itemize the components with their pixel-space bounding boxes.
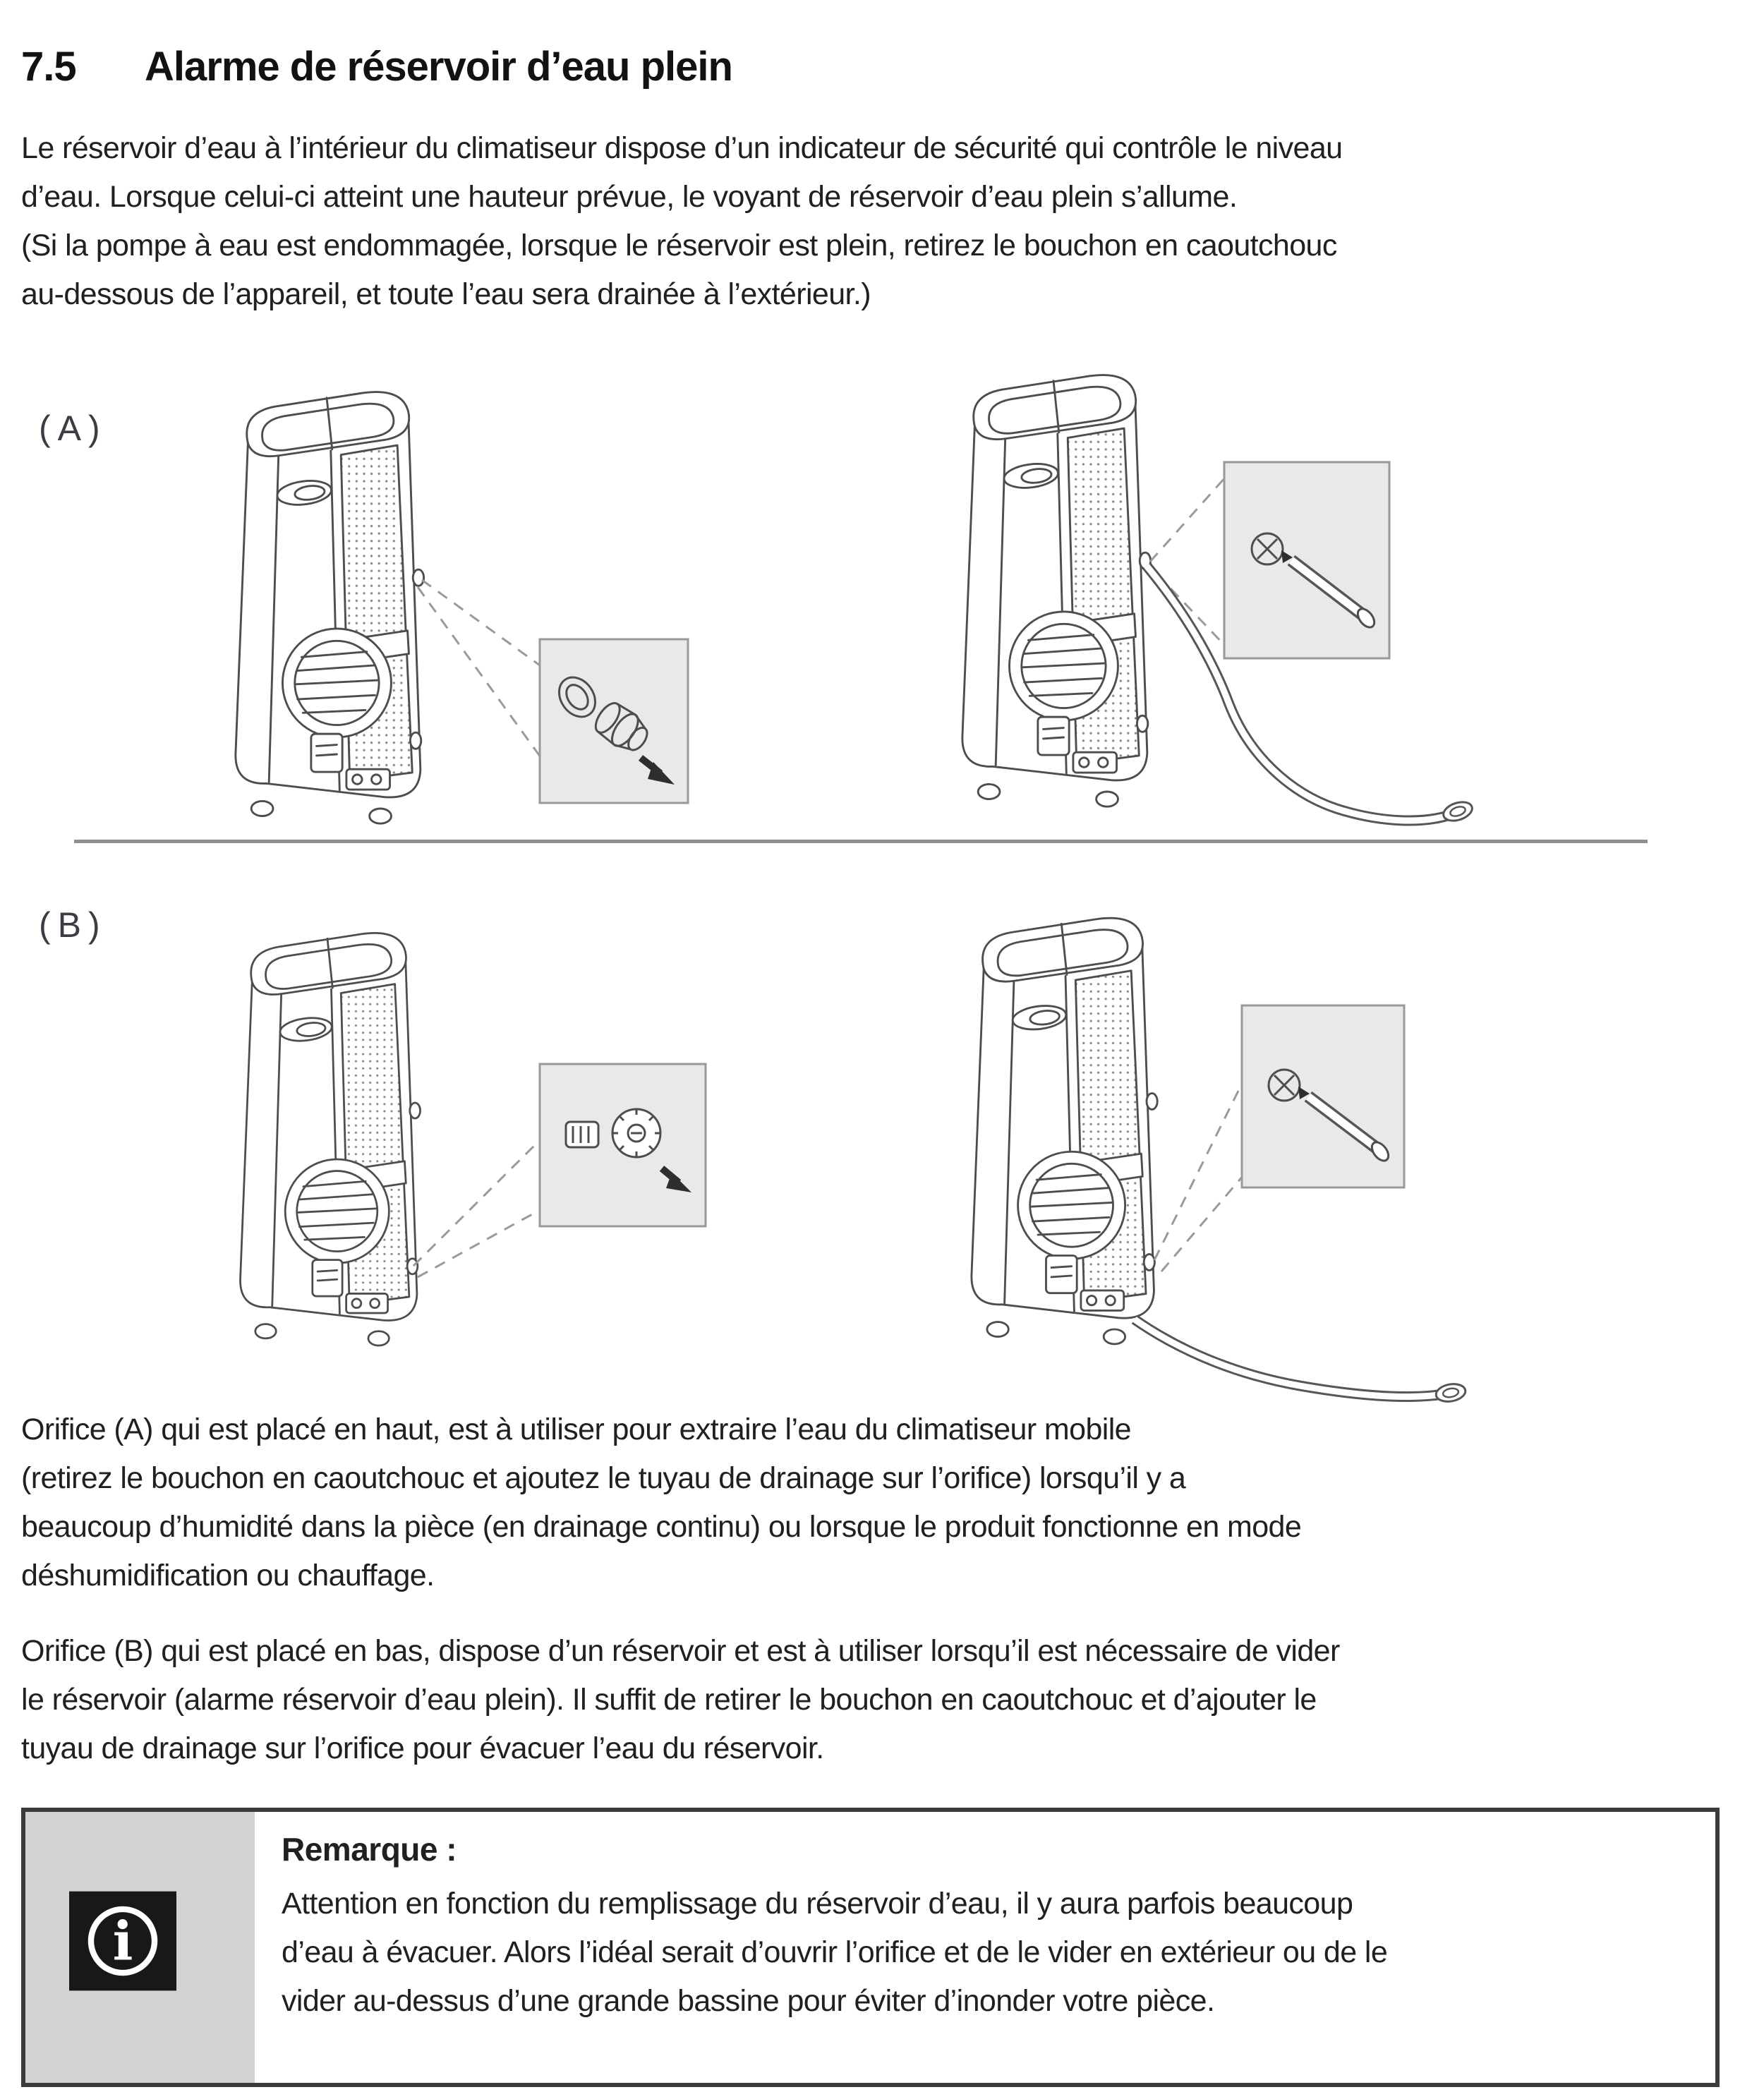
zoom-leader-lines xyxy=(1154,1081,1243,1271)
note-box xyxy=(21,1808,1720,2087)
ac-unit-illustration-a-left xyxy=(236,392,424,824)
note-line: vider au-dessus d’une grande bassine pour éviter d’inonder votre pièce. xyxy=(282,1984,1215,2018)
paragraph-line: Orifice (B) qui est placé en bas, dispose d’un réservoir et est à utiliser lorsqu’il est nécessaire de vider xyxy=(21,1634,1340,1668)
figure-label-a: (A) xyxy=(39,409,107,448)
intro-line: Le réservoir d’eau à l’intérieur du climatiseur dispose d’un indicateur de sécurité qui contrôle le niveau xyxy=(21,131,1343,165)
intro-line: d’eau. Lorsque celui-ci atteint une hauteur prévue, le voyant de réservoir d’eau plein s’allume. xyxy=(21,180,1238,214)
paragraph-orifice-a xyxy=(21,1405,1301,1600)
info-icon xyxy=(69,1891,176,1991)
section-divider xyxy=(74,840,1648,843)
drain-hose xyxy=(1135,1319,1467,1403)
ac-unit-illustration-b-right xyxy=(972,918,1157,1344)
figure-row-b xyxy=(21,866,1743,1407)
intro-line: (Si la pompe à eau est endommagée, lorsque le réservoir est plein, retirez le bouchon en caoutchouc xyxy=(21,229,1337,262)
note-title: Remarque : xyxy=(282,1831,457,1868)
figure-row-a xyxy=(21,337,1743,835)
callout-box-a-right xyxy=(1224,462,1389,658)
paragraph-line: Orifice (A) qui est placé en haut, est à utiliser pour extraire l’eau du climatiseur mobile xyxy=(21,1413,1131,1446)
section-heading xyxy=(21,43,732,90)
callout-box-a-left xyxy=(540,639,688,803)
callout-box-b-right xyxy=(1242,1005,1404,1187)
paragraph-line: tuyau de drainage sur l’orifice pour évacuer l’eau du réservoir. xyxy=(21,1731,824,1765)
note-line: Attention en fonction du remplissage du réservoir d’eau, il y aura parfois beaucoup xyxy=(282,1887,1353,1921)
note-sidebar xyxy=(25,1812,255,2083)
figure-label-b: (B) xyxy=(39,905,107,945)
note-content xyxy=(255,1812,1408,2083)
paragraph-line: déshumidification ou chauffage. xyxy=(21,1559,435,1592)
section-title: Alarme de réservoir d’eau plein xyxy=(145,43,732,90)
callout-box-b-left xyxy=(540,1064,706,1226)
intro-line: au-dessous de l’appareil, et toute l’eau sera drainée à l’extérieur.) xyxy=(21,277,871,311)
intro-paragraph xyxy=(21,124,1342,319)
section-number: 7.5 xyxy=(21,43,76,90)
svg-text:i: i xyxy=(112,1909,133,1973)
paragraph-line: le réservoir (alarme réservoir d’eau plein). Il suffit de retirer le bouchon en caoutchouc et d’ajouter le xyxy=(21,1683,1317,1717)
ac-unit-illustration-a-right xyxy=(962,375,1151,807)
ac-unit-illustration-b-left xyxy=(241,933,421,1346)
paragraph-line: beaucoup d’humidité dans la pièce (en drainage continu) ou lorsque le produit fonctionne en mode xyxy=(21,1510,1302,1544)
note-line: d’eau à évacuer. Alors l’idéal serait d’ouvrir l’orifice et de le vider en extérieur ou de le xyxy=(282,1935,1388,1969)
paragraph-orifice-b xyxy=(21,1627,1340,1773)
zoom-leader-lines xyxy=(413,1139,541,1277)
paragraph-line: (retirez le bouchon en caoutchouc et ajoutez le tuyau de drainage sur l’orifice) lorsqu’il y a xyxy=(21,1461,1186,1495)
